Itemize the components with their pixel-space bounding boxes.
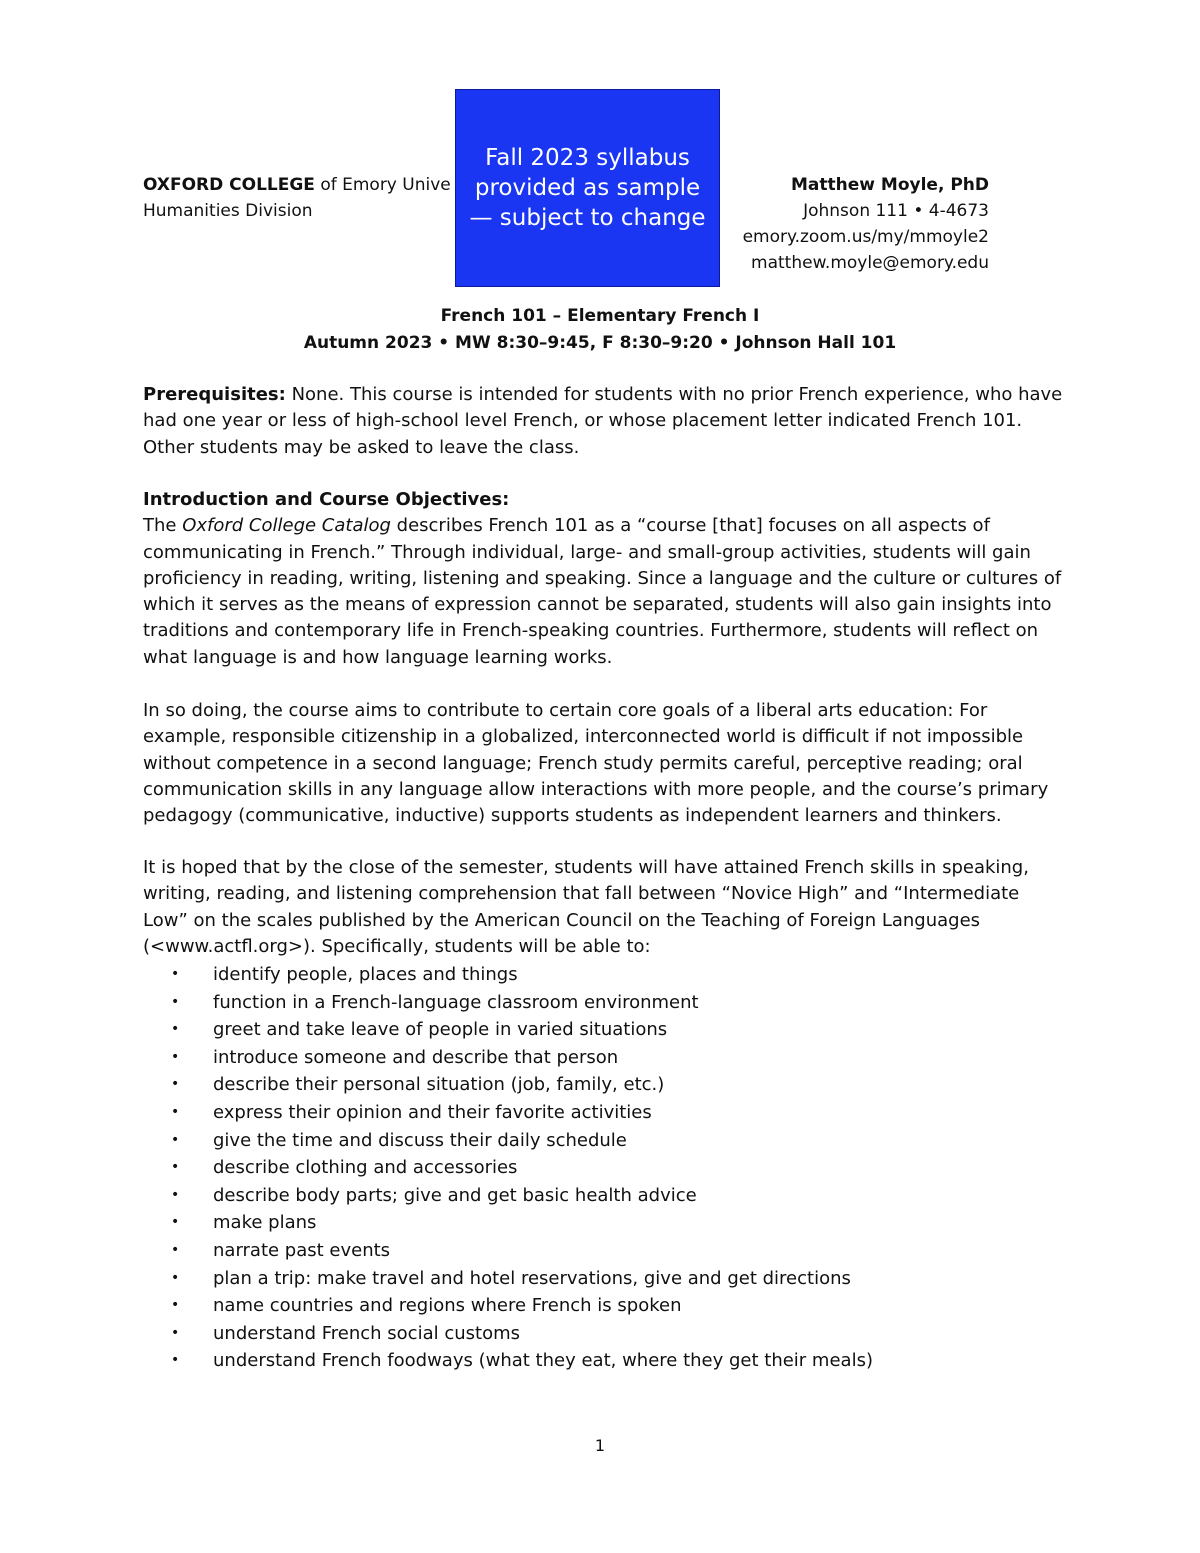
objective-text: plan a trip: make travel and hotel reservations, give and get directions xyxy=(213,1267,851,1289)
objective-text: greet and take leave of people in varied situations xyxy=(213,1019,668,1041)
list-item xyxy=(143,1127,1043,1155)
objective-text: function in a French-language classroom environment xyxy=(213,991,699,1013)
list-item xyxy=(143,1347,1043,1375)
bullet-icon: • xyxy=(171,1324,180,1341)
introduction-paragraph-3: It is hoped that by the close of the semester, students will have attained French skills in speaking, writing, reading, and listening comprehension that fall between “Novice High” and “Intermediate Low” on the scales published by the American Council on the Teaching of Foreign Languages (<www.actfl.org>). Specifically, students will be able to: xyxy=(143,857,1029,957)
page-number: 1 xyxy=(594,1436,606,1455)
list-item xyxy=(143,961,1043,989)
objective-text: name countries and regions where French is spoken xyxy=(213,1295,682,1317)
bullet-icon: • xyxy=(171,1214,180,1231)
header-left xyxy=(143,172,451,224)
catalog-title: Oxford College Catalog xyxy=(182,515,391,537)
objective-text: understand French foodways (what they eat, where they get their meals) xyxy=(213,1350,873,1372)
list-item xyxy=(143,1320,1043,1348)
objectives-list xyxy=(143,961,1043,1375)
bullet-icon: • xyxy=(171,1103,180,1120)
intro-p1-before: The xyxy=(143,515,183,537)
objective-text: express their opinion and their favorite activities xyxy=(213,1101,652,1123)
bullet-icon: • xyxy=(171,1076,180,1093)
list-item xyxy=(143,1071,1043,1099)
course-schedule: Autumn 2023 • MW 8:30–9:45, F 8:30–9:20 • Johnson Hall 101 xyxy=(303,333,897,353)
bullet-icon: • xyxy=(171,1241,180,1258)
list-item xyxy=(143,1044,1043,1072)
bullet-icon: • xyxy=(171,1048,180,1065)
introduction-section xyxy=(143,487,1063,671)
college-name xyxy=(143,172,451,198)
sample-notice-text: Fall 2023 syllabus provided as sample — subject to change xyxy=(469,145,706,231)
college-name-rest: of Emory Unive xyxy=(314,175,451,195)
bullet-icon: • xyxy=(171,993,180,1010)
list-item xyxy=(143,1237,1043,1265)
objective-text: narrate past events xyxy=(213,1239,391,1261)
objective-text: introduce someone and describe that person xyxy=(213,1046,619,1068)
list-item xyxy=(143,1016,1043,1044)
bullet-icon: • xyxy=(171,1297,180,1314)
header-right xyxy=(743,172,989,276)
objective-text: give the time and discuss their daily schedule xyxy=(213,1129,627,1151)
list-item xyxy=(143,1265,1043,1293)
college-name-bold: OXFORD COLLEGE xyxy=(143,175,315,195)
bullet-icon: • xyxy=(171,1352,180,1369)
list-item xyxy=(143,989,1043,1017)
list-item xyxy=(143,1154,1043,1182)
objective-text: identify people, places and things xyxy=(213,964,518,985)
objective-text: describe their personal situation (job, family, etc.) xyxy=(213,1074,665,1096)
bullet-icon: • xyxy=(171,1159,180,1176)
course-title: French 101 – Elementary French I xyxy=(440,306,760,326)
division-name: Humanities Division xyxy=(143,201,313,221)
list-item xyxy=(143,1099,1043,1127)
office-info: Johnson 111 • 4-4673 xyxy=(803,201,989,221)
sample-notice-box xyxy=(455,89,720,287)
intro-p1-after: describes French 101 as a “course [that] focuses on all aspects of communicating in French.” Through individual, large- and small-group activities, students will gain proficiency in reading, writing, listening and speaking. Since a language and the culture or cultures of which it serves as the means of expression cannot be separated, students will also gain insights into traditions and contemporary life in French-speaking countries. Furthermore, students will reflect on what language is and how language learning works. xyxy=(143,515,1062,668)
email-link[interactable]: matthew.moyle@emory.edu xyxy=(751,253,989,273)
bullet-icon: • xyxy=(171,1186,180,1203)
list-item xyxy=(143,1209,1043,1237)
introduction-paragraph-1 xyxy=(143,513,1063,671)
list-item xyxy=(143,1292,1043,1320)
objective-text: understand French social customs xyxy=(213,1322,521,1344)
introduction-heading: Introduction and Course Objectives: xyxy=(143,489,510,510)
objective-text: describe body parts; give and get basic health advice xyxy=(213,1184,697,1206)
instructor-name: Matthew Moyle, PhD xyxy=(791,175,989,195)
bullet-icon: • xyxy=(171,1269,180,1286)
zoom-link[interactable]: emory.zoom.us/my/mmoyle2 xyxy=(742,227,989,247)
prerequisites-text: None. This course is intended for students with no prior French experience, who have had one year or less of high-school level French, or whose placement letter indicated French 101. Other students may be asked to leave the class. xyxy=(143,384,1063,458)
bullet-icon: • xyxy=(171,1131,180,1148)
bullet-icon: • xyxy=(171,1021,180,1038)
objective-text: make plans xyxy=(213,1212,317,1234)
introduction-paragraph-2: In so doing, the course aims to contribute to certain core goals of a liberal arts education: For example, responsible citizenship in a globalized, interconnected world is difficult if not impossible without competence in a second language; French study permits careful, perceptive reading; oral communication skills in any language allow interactions with more people, and the course’s primary pedagogy (communicative, inductive) supports students as independent learners and thinkers. xyxy=(143,700,1049,827)
list-item xyxy=(143,1182,1043,1210)
objective-text: describe clothing and accessories xyxy=(213,1157,518,1179)
prerequisites-label: Prerequisites: xyxy=(143,384,286,405)
prerequisites-section xyxy=(143,382,1063,461)
bullet-icon: • xyxy=(171,966,180,982)
